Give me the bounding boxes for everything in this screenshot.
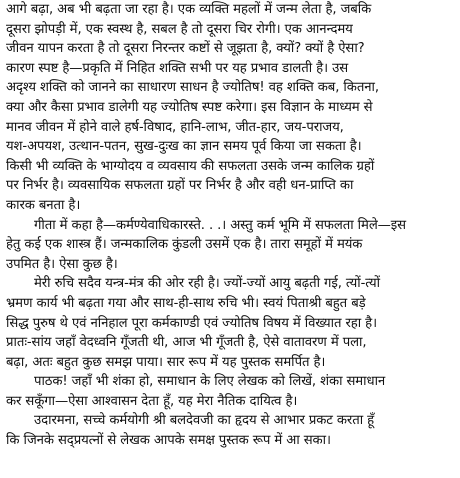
text-line: कि जिनके सद्प्रयत्नों से लेखक आपके समक्ष पुस्तक रूप में आ सका।	[6, 433, 331, 449]
text-line: कारण स्पष्ट है—प्रकृति में निहित शक्ति सभी पर यह प्रभाव डालती है। उस	[6, 60, 349, 76]
text-line: बढ़ा, अतः बहुत कुछ समझ पाया। सार रूप में यह पुस्तक समर्पित है।	[6, 354, 326, 370]
paragraph-first-line: मेरी रुचि सदैव यन्त्र-मंत्र की ओर रही है। ज्यों-ज्यों आयु बढ़ती गई, त्यों-त्यों	[34, 276, 380, 292]
text-line: मानव जीवन में होने वाले हर्ष-विषाद, हानि-लाभ, जीत-हार, जय-पराजय,	[6, 119, 344, 135]
text-line: कर सकूँगा—ऐसा आश्वासन देता हूँ, यह मेरा नैतिक दायित्व है।	[6, 393, 298, 409]
text-line: कारक बनता है।	[6, 197, 81, 213]
text-line: सिद्ध पुरुष थे एवं ननिहाल पूरा कर्मकाण्डी एवं ज्योतिष विषय में विख्यात रहा है।	[6, 315, 377, 331]
text-line: अदृश्य शक्ति को जानने का साधारण साधन है ज्योतिष! वह शक्ति कब, कितना,	[6, 80, 379, 96]
text-line: आगे बढ़ा, अब भी बढ़ता जा रहा है। एक व्यक्ति महलों में जन्म लेता है, जबकि	[6, 2, 372, 17]
text-line: पर निर्भर है। व्यवसायिक सफलता ग्रहों पर निर्भर है और वही धन-प्राप्ति का	[6, 178, 354, 194]
text-line: जीवन यापन करता है तो दूसरा निरन्तर कष्टों से जूझता है, क्यों? क्यों है ऐसा?	[6, 41, 365, 57]
text-line: किसी भी व्यक्ति के भाग्योदय व व्यवसाय की सफलता उसके जन्म कालिक ग्रहों	[6, 158, 375, 174]
text-line: यश-अपयश, उत्थान-पतन, सुख-दुःख का ज्ञान समय पूर्व किया जा सकता है।	[6, 139, 362, 155]
text-line: क्या और कैसा प्रभाव डालेगी यह ज्योतिष स्पष्ट करेगा। इस विज्ञान के माध्यम से	[6, 99, 373, 115]
paragraph-first-line: उदारमना, सच्चे कर्मयोगी श्री बलदेवजी का हृदय से आभार प्रकट करता हूँ	[34, 413, 375, 429]
text-line: भ्रमण कार्य भी बढ़ता गया और साथ-ही-साथ रुचि भी। स्वयं पिताश्री बहुत बड़े	[6, 295, 366, 311]
text-line: उपमित है। ऐसा कुछ है।	[6, 256, 118, 272]
text-line: प्रातः-सांय जहाँ वेदध्वनि गूँजती थी, आज भी गूँजती है, ऐसे वातावरण में पला,	[6, 335, 367, 351]
text-line: दूसरा झोपड़ी में, एक स्वस्थ है, सबल है तो दूसरा चिर रोगी। एक आनन्दमय	[6, 21, 353, 37]
text-line: हेतु कई एक शास्त्र हैं। जन्मकालिक कुंडली उसमें एक है। तारा समूहों में मयंक	[6, 237, 363, 253]
paragraph-first-line: गीता में कहा है—कर्मण्येवाधिकारस्ते. . .। अस्तु कर्म भूमि में सफलता मिले—इस	[34, 217, 406, 233]
paragraph-first-line: पाठक! जहाँ भी शंका हो, समाधान के लिए लेखक को लिखें, शंका समाधान	[34, 374, 386, 390]
